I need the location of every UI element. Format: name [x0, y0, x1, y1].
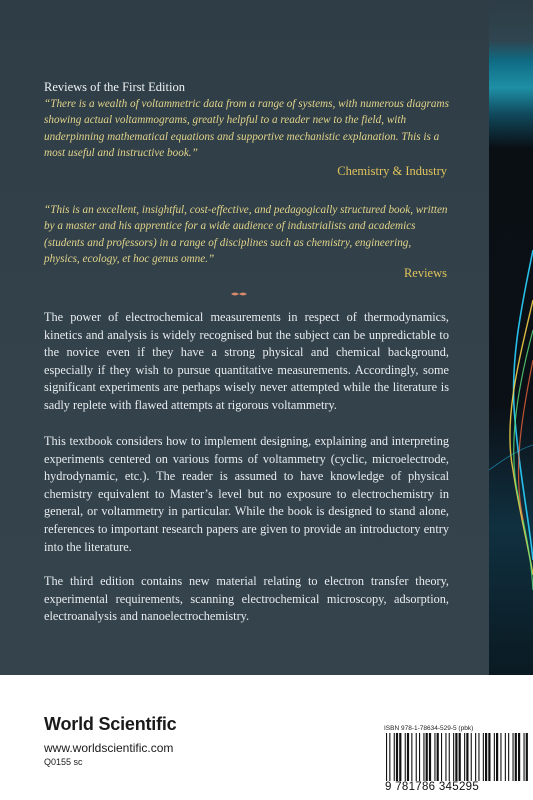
barcode-bar [488, 733, 490, 783]
barcode-bar [407, 733, 409, 783]
barcode-bar [411, 733, 412, 783]
barcode-bar [423, 733, 424, 783]
barcode-bar [434, 733, 435, 783]
review-source-1: Chemistry & Industry [337, 164, 447, 178]
barcode-bar [518, 733, 520, 783]
reviews-heading: Reviews of the First Edition [44, 80, 185, 94]
barcode-bar [494, 733, 495, 783]
voltammogram-graphic [489, 0, 533, 675]
barcode-bar [429, 733, 431, 783]
barcode-bar [394, 733, 395, 783]
barcode-bar [396, 733, 398, 783]
barcode-bar [466, 733, 468, 783]
barcode-bar [500, 733, 501, 783]
publisher-url: www.worldscientific.com [44, 741, 174, 755]
barcode-bar [426, 733, 428, 783]
barcode-bar [483, 733, 484, 783]
description-paragraph-1: The power of electrochemical measurements in respect of thermodynamics, kinetics and analysis is widely recognised but the subject can be unpredictable to the novice even if they have a strong physical and chemical background, especially if they wish to pursue quantitative measurements. Accordingly, some significant experiments are perhaps wisely never attempted while the literature is sadly replete with flawed attempts at rigorous voltammetry. [44, 310, 449, 412]
barcode-bar [399, 733, 401, 783]
review-quote-1: “There is a wealth of voltammetric data from a range of systems, with numerous diagrams showing actual voltammograms, greatly helpful to a reader new to the field, with underpinning mathematical equations and supportive mechanistic explanation. This is a most useful and instructive book.” [44, 98, 449, 160]
barcode-bar [485, 733, 487, 783]
isbn-label: ISBN 978-1-78634-529-5 (pbk) [384, 725, 474, 732]
barcode-bar [405, 733, 406, 783]
barcode-bar [515, 733, 517, 783]
barcode-bar [449, 733, 450, 783]
barcode-bar [496, 733, 498, 783]
barcode-bar [441, 733, 442, 783]
barcode-bar [419, 733, 420, 783]
publisher-code: Q0155 sc [44, 757, 83, 767]
barcode-bar [459, 733, 461, 783]
barcode-bar [437, 733, 439, 783]
barcode-bar [453, 733, 454, 783]
barcode-bar [445, 733, 446, 783]
barcode-digits: 9 781786 345295 [384, 781, 529, 793]
barcode-bar [464, 733, 465, 783]
review-quote-2: “This is an excellent, insightful, cost-effective, and pedagogically structured book, written by a master and his apprentice for a wide audience of industrialists and academics (students and professors) in a range of disciplines such as chemistry, engineering, physics, ecology, et hoc genus omne.” [44, 204, 448, 266]
barcode-bar [513, 733, 514, 783]
description-paragraph-2: This textbook considers how to implement designing, explaining and interpreting experiments centered on various forms of voltammetry (cyclic, microelectrode, hydrodynamic, etc.). The reader is assumed to have knowledge of physical chemistry equivalent to Master’s level but no exposure to electrochemistry in general, or voltammetry in particular. While the book is designed to stand alone, references to important research papers are given to provide an introductory entry into the literature. [44, 434, 449, 554]
ornament-divider-icon [230, 290, 248, 298]
review-source-2: Reviews [403, 266, 447, 280]
barcode-bar [505, 733, 506, 783]
publisher-name: World Scientific [44, 714, 177, 734]
barcode-bar [455, 733, 457, 783]
description-paragraph-3: The third edition contains new material relating to electron transfer theory, experimental requirements, scanning electrochemical microscopy, adsorption, electroanalysis and nanoelectrochemistry. [44, 574, 449, 624]
barcode-bar [508, 733, 509, 783]
decorative-strip [489, 0, 533, 675]
barcode-bar [416, 733, 417, 783]
barcode-bar [478, 733, 479, 783]
